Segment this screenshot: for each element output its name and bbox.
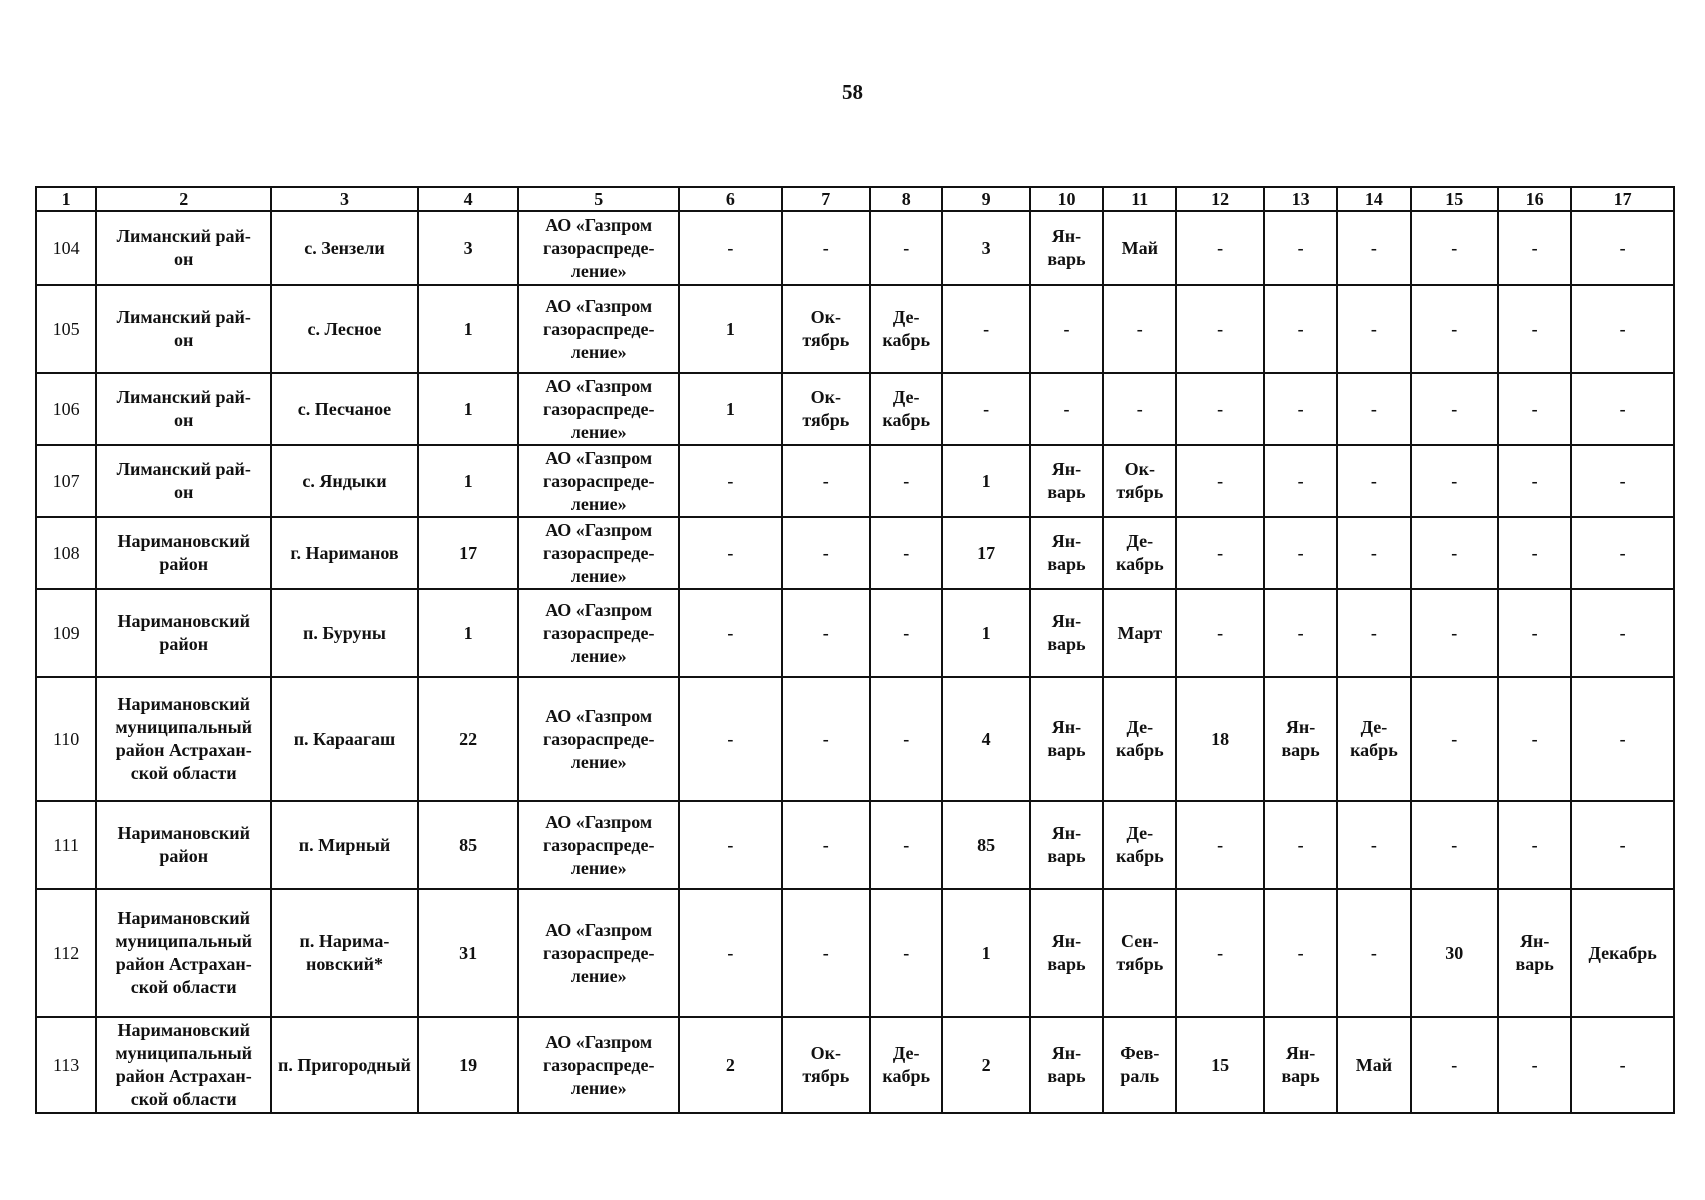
column-14-cell: - — [1337, 889, 1410, 1017]
settlement-cell: с. Яндыки — [271, 445, 418, 517]
column-13-cell: - — [1264, 211, 1337, 285]
column-header-8: 8 — [870, 187, 942, 211]
column-6-cell: - — [679, 801, 782, 889]
column-8-cell: - — [870, 677, 942, 801]
table-header — [36, 187, 1674, 211]
district-cell: Наримановский муниципальный район Астрахан- ской области — [96, 889, 271, 1017]
column-6-cell: - — [679, 445, 782, 517]
settlement-cell: п. Караагаш — [271, 677, 418, 801]
column-13-cell: - — [1264, 373, 1337, 445]
column-header-12: 12 — [1176, 187, 1263, 211]
column-9-cell: 1 — [942, 889, 1029, 1017]
table-body — [36, 211, 1674, 1113]
district-cell: Лиманский рай- он — [96, 373, 271, 445]
settlement-cell: с. Лесное — [271, 285, 418, 373]
column-16-cell: - — [1498, 801, 1571, 889]
column-number-row — [36, 187, 1674, 211]
row-number-cell: 110 — [36, 677, 96, 801]
column-10-cell: Ян- варь — [1030, 1017, 1103, 1113]
district-cell: Наримановский муниципальный район Астрахан- ской области — [96, 677, 271, 801]
row-number-cell: 108 — [36, 517, 96, 589]
column-8-cell: - — [870, 211, 942, 285]
column-4-cell: 17 — [418, 517, 518, 589]
column-6-cell: 1 — [679, 285, 782, 373]
column-11-cell: Май — [1103, 211, 1176, 285]
column-12-cell: - — [1176, 445, 1263, 517]
row-number-cell: 111 — [36, 801, 96, 889]
column-13-cell: - — [1264, 445, 1337, 517]
column-12-cell: 15 — [1176, 1017, 1263, 1113]
organization-cell: АО «Газпром газораспреде- ление» — [518, 889, 679, 1017]
column-17-cell: - — [1571, 589, 1674, 677]
table-row — [36, 211, 1674, 285]
organization-cell: АО «Газпром газораспреде- ление» — [518, 517, 679, 589]
row-number-cell: 112 — [36, 889, 96, 1017]
column-header-10: 10 — [1030, 187, 1103, 211]
column-14-cell: - — [1337, 285, 1410, 373]
organization-cell: АО «Газпром газораспреде- ление» — [518, 801, 679, 889]
column-8-cell: - — [870, 517, 942, 589]
column-17-cell: - — [1571, 211, 1674, 285]
column-8-cell: - — [870, 589, 942, 677]
column-16-cell: - — [1498, 517, 1571, 589]
organization-cell: АО «Газпром газораспреде- ление» — [518, 589, 679, 677]
column-12-cell: - — [1176, 517, 1263, 589]
column-13-cell: - — [1264, 589, 1337, 677]
column-14-cell: Май — [1337, 1017, 1410, 1113]
column-4-cell: 3 — [418, 211, 518, 285]
column-8-cell: Де- кабрь — [870, 373, 942, 445]
organization-cell: АО «Газпром газораспреде- ление» — [518, 677, 679, 801]
column-7-cell: Ок- тябрь — [782, 373, 870, 445]
column-10-cell: Ян- варь — [1030, 801, 1103, 889]
settlement-cell: п. Пригородный — [271, 1017, 418, 1113]
column-13-cell: Ян- варь — [1264, 677, 1337, 801]
column-10-cell: Ян- варь — [1030, 589, 1103, 677]
district-cell: Наримановский район — [96, 801, 271, 889]
column-15-cell: - — [1411, 677, 1498, 801]
column-17-cell: Декабрь — [1571, 889, 1674, 1017]
column-8-cell: Де- кабрь — [870, 1017, 942, 1113]
table-row — [36, 589, 1674, 677]
column-4-cell: 1 — [418, 373, 518, 445]
column-16-cell: - — [1498, 285, 1571, 373]
column-12-cell: - — [1176, 373, 1263, 445]
column-14-cell: - — [1337, 445, 1410, 517]
column-header-14: 14 — [1337, 187, 1410, 211]
district-cell: Наримановский район — [96, 517, 271, 589]
column-13-cell: - — [1264, 801, 1337, 889]
column-8-cell: - — [870, 801, 942, 889]
column-header-6: 6 — [679, 187, 782, 211]
column-10-cell: Ян- варь — [1030, 211, 1103, 285]
column-15-cell: - — [1411, 373, 1498, 445]
column-4-cell: 1 — [418, 589, 518, 677]
table-row — [36, 677, 1674, 801]
column-16-cell: Ян- варь — [1498, 889, 1571, 1017]
column-17-cell: - — [1571, 285, 1674, 373]
column-9-cell: 85 — [942, 801, 1029, 889]
column-header-13: 13 — [1264, 187, 1337, 211]
column-header-15: 15 — [1411, 187, 1498, 211]
column-4-cell: 22 — [418, 677, 518, 801]
column-10-cell: - — [1030, 373, 1103, 445]
gasification-schedule-table — [35, 186, 1675, 1114]
column-9-cell: - — [942, 373, 1029, 445]
column-12-cell: 18 — [1176, 677, 1263, 801]
table-row — [36, 445, 1674, 517]
column-15-cell: - — [1411, 211, 1498, 285]
column-16-cell: - — [1498, 445, 1571, 517]
organization-cell: АО «Газпром газораспреде- ление» — [518, 445, 679, 517]
column-12-cell: - — [1176, 889, 1263, 1017]
column-7-cell: - — [782, 445, 870, 517]
column-6-cell: - — [679, 589, 782, 677]
table-row — [36, 373, 1674, 445]
column-14-cell: - — [1337, 589, 1410, 677]
settlement-cell: п. Мирный — [271, 801, 418, 889]
column-13-cell: - — [1264, 517, 1337, 589]
settlement-cell: п. Буруны — [271, 589, 418, 677]
organization-cell: АО «Газпром газораспреде- ление» — [518, 211, 679, 285]
settlement-cell: с. Зензели — [271, 211, 418, 285]
column-16-cell: - — [1498, 677, 1571, 801]
column-header-4: 4 — [418, 187, 518, 211]
column-16-cell: - — [1498, 1017, 1571, 1113]
settlement-cell: г. Нариманов — [271, 517, 418, 589]
column-10-cell: Ян- варь — [1030, 889, 1103, 1017]
page-number: 58 — [842, 80, 863, 104]
column-4-cell: 19 — [418, 1017, 518, 1113]
column-header-17: 17 — [1571, 187, 1674, 211]
settlement-cell: с. Песчаное — [271, 373, 418, 445]
district-cell: Лиманский рай- он — [96, 445, 271, 517]
column-12-cell: - — [1176, 211, 1263, 285]
column-17-cell: - — [1571, 517, 1674, 589]
column-13-cell: - — [1264, 285, 1337, 373]
settlement-cell: п. Нарима- новский* — [271, 889, 418, 1017]
column-11-cell: Де- кабрь — [1103, 517, 1176, 589]
column-9-cell: 1 — [942, 589, 1029, 677]
column-10-cell: - — [1030, 285, 1103, 373]
column-17-cell: - — [1571, 677, 1674, 801]
column-4-cell: 31 — [418, 889, 518, 1017]
column-14-cell: Де- кабрь — [1337, 677, 1410, 801]
column-6-cell: - — [679, 517, 782, 589]
column-14-cell: - — [1337, 517, 1410, 589]
column-12-cell: - — [1176, 801, 1263, 889]
column-15-cell: - — [1411, 445, 1498, 517]
organization-cell: АО «Газпром газораспреде- ление» — [518, 285, 679, 373]
column-11-cell: - — [1103, 285, 1176, 373]
column-16-cell: - — [1498, 211, 1571, 285]
column-14-cell: - — [1337, 373, 1410, 445]
table-row — [36, 889, 1674, 1017]
column-4-cell: 1 — [418, 445, 518, 517]
column-header-2: 2 — [96, 187, 271, 211]
row-number-cell: 106 — [36, 373, 96, 445]
column-9-cell: 4 — [942, 677, 1029, 801]
column-header-16: 16 — [1498, 187, 1571, 211]
column-8-cell: - — [870, 445, 942, 517]
district-cell: Наримановский муниципальный район Астрахан- ской области — [96, 1017, 271, 1113]
column-7-cell: Ок- тябрь — [782, 285, 870, 373]
column-11-cell: Фев- раль — [1103, 1017, 1176, 1113]
column-header-1: 1 — [36, 187, 96, 211]
column-14-cell: - — [1337, 801, 1410, 889]
column-17-cell: - — [1571, 1017, 1674, 1113]
column-header-3: 3 — [271, 187, 418, 211]
table-row — [36, 285, 1674, 373]
column-15-cell: - — [1411, 285, 1498, 373]
column-15-cell: - — [1411, 801, 1498, 889]
column-15-cell: - — [1411, 1017, 1498, 1113]
table-row — [36, 801, 1674, 889]
column-8-cell: Де- кабрь — [870, 285, 942, 373]
row-number-cell: 113 — [36, 1017, 96, 1113]
organization-cell: АО «Газпром газораспреде- ление» — [518, 373, 679, 445]
column-header-7: 7 — [782, 187, 870, 211]
column-17-cell: - — [1571, 445, 1674, 517]
column-13-cell: Ян- варь — [1264, 1017, 1337, 1113]
column-header-11: 11 — [1103, 187, 1176, 211]
column-9-cell: 2 — [942, 1017, 1029, 1113]
column-10-cell: Ян- варь — [1030, 517, 1103, 589]
column-15-cell: 30 — [1411, 889, 1498, 1017]
column-header-5: 5 — [518, 187, 679, 211]
column-11-cell: Де- кабрь — [1103, 677, 1176, 801]
column-header-9: 9 — [942, 187, 1029, 211]
column-14-cell: - — [1337, 211, 1410, 285]
table-row — [36, 517, 1674, 589]
column-7-cell: - — [782, 801, 870, 889]
column-6-cell: 1 — [679, 373, 782, 445]
column-4-cell: 1 — [418, 285, 518, 373]
column-10-cell: Ян- варь — [1030, 677, 1103, 801]
row-number-cell: 109 — [36, 589, 96, 677]
column-11-cell: Март — [1103, 589, 1176, 677]
column-7-cell: Ок- тябрь — [782, 1017, 870, 1113]
column-6-cell: 2 — [679, 1017, 782, 1113]
column-11-cell: Де- кабрь — [1103, 801, 1176, 889]
column-12-cell: - — [1176, 589, 1263, 677]
column-16-cell: - — [1498, 373, 1571, 445]
district-cell: Лиманский рай- он — [96, 211, 271, 285]
column-16-cell: - — [1498, 589, 1571, 677]
district-cell: Лиманский рай- он — [96, 285, 271, 373]
column-7-cell: - — [782, 517, 870, 589]
column-13-cell: - — [1264, 889, 1337, 1017]
column-17-cell: - — [1571, 801, 1674, 889]
organization-cell: АО «Газпром газораспреде- ление» — [518, 1017, 679, 1113]
row-number-cell: 104 — [36, 211, 96, 285]
district-cell: Наримановский район — [96, 589, 271, 677]
column-12-cell: - — [1176, 285, 1263, 373]
table-row — [36, 1017, 1674, 1113]
column-8-cell: - — [870, 889, 942, 1017]
column-11-cell: Ок- тябрь — [1103, 445, 1176, 517]
column-6-cell: - — [679, 889, 782, 1017]
column-10-cell: Ян- варь — [1030, 445, 1103, 517]
column-4-cell: 85 — [418, 801, 518, 889]
column-7-cell: - — [782, 889, 870, 1017]
column-7-cell: - — [782, 677, 870, 801]
column-9-cell: 17 — [942, 517, 1029, 589]
column-9-cell: 1 — [942, 445, 1029, 517]
column-17-cell: - — [1571, 373, 1674, 445]
column-9-cell: 3 — [942, 211, 1029, 285]
column-7-cell: - — [782, 211, 870, 285]
column-11-cell: - — [1103, 373, 1176, 445]
row-number-cell: 105 — [36, 285, 96, 373]
column-15-cell: - — [1411, 517, 1498, 589]
column-6-cell: - — [679, 211, 782, 285]
column-15-cell: - — [1411, 589, 1498, 677]
column-7-cell: - — [782, 589, 870, 677]
column-6-cell: - — [679, 677, 782, 801]
column-11-cell: Сен- тябрь — [1103, 889, 1176, 1017]
column-9-cell: - — [942, 285, 1029, 373]
row-number-cell: 107 — [36, 445, 96, 517]
